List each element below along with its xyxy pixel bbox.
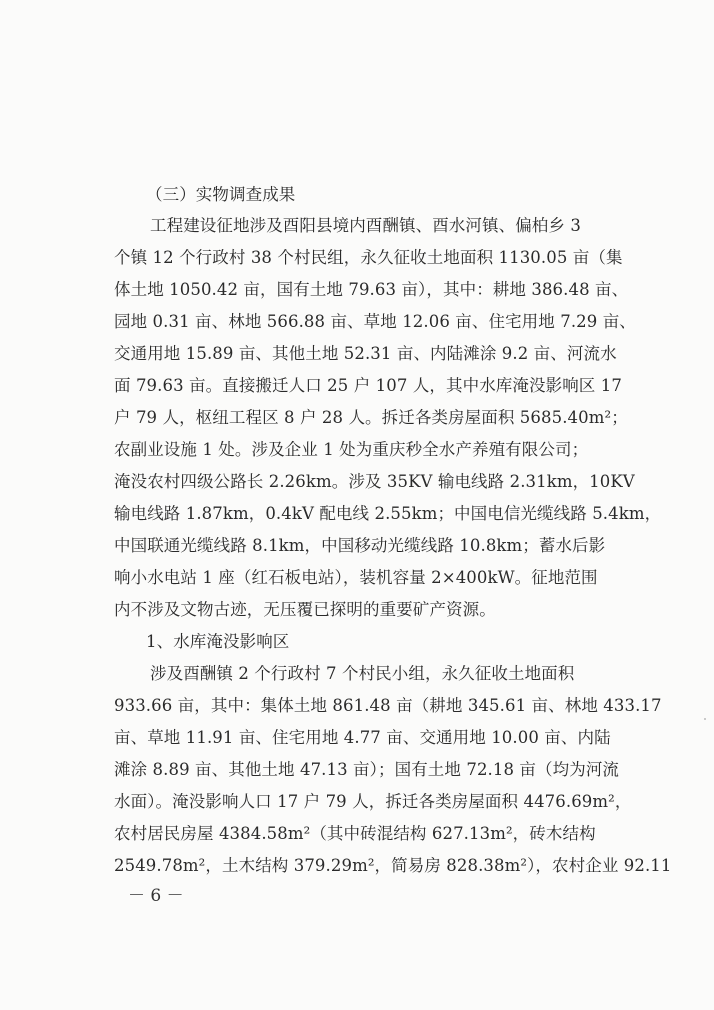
paragraph-1-line-12: 响小水电站 1 座（红石板电站），装机容量 2×400kW。征地范围 (114, 568, 598, 587)
paragraph-1-line-6: 面 79.63 亩。直接搬迁人口 25 户 107 人，其中水库淹没影响区 17 (114, 376, 622, 395)
paragraph-2-line-1: 涉及酉酬镇 2 个行政村 7 个村民小组，永久征收土地面积 (150, 664, 575, 683)
paragraph-2-line-5: 水面）。淹没影响人口 17 户 79 人，拆迁各类房屋面积 4476.69m²， (114, 792, 632, 811)
paragraph-1-line-1: 工程建设征地涉及酉阳县境内酉酬镇、酉水河镇、偏柏乡 3 (150, 216, 581, 235)
paragraph-1-line-4: 园地 0.31 亩、林地 566.88 亩、草地 12.06 亩、住宅用地 7.29 亩、 (114, 312, 636, 331)
paragraph-2-line-4: 滩涂 8.89 亩、其他土地 47.13 亩）；国有土地 72.18 亩（均为河流 (114, 760, 620, 779)
paragraph-1-line-2: 个镇 12 个行政村 38 个村民组，永久征收土地面积 1130.05 亩（集 (114, 248, 623, 267)
paragraph-2-line-7: 2549.78m²，土木结构 379.29m²，简易房 828.38m²），农村企业 92.11 (114, 856, 672, 875)
section-heading: （三）实物调查成果 (146, 185, 296, 204)
paragraph-1-line-8: 农副业设施 1 处。涉及企业 1 处为重庆秒全水产养殖有限公司； (114, 440, 589, 459)
page-number: － 6 － (128, 886, 184, 906)
subheading-reservoir-area: 1、水库淹没影响区 (146, 632, 290, 651)
paragraph-2-line-6: 农村居民房屋 4384.58m²（其中砖混结构 627.13m²，砖木结构 (114, 824, 596, 843)
scan-speck (704, 718, 706, 720)
paragraph-1-line-11: 中国联通光缆线路 8.1km，中国移动光缆线路 10.8km；蓄水后影 (114, 536, 606, 555)
paragraph-1-line-9: 淹没农村四级公路长 2.26km。涉及 35KV 输电线路 2.31km，10KV (114, 472, 635, 491)
paragraph-1-line-13: 内不涉及文物古迹，无压覆已探明的重要矿产资源。 (114, 600, 496, 619)
paragraph-1-line-10: 输电线路 1.87km，0.4kV 配电线 2.55km；中国电信光缆线路 5.4km， (114, 504, 662, 523)
paragraph-2-line-3: 亩、草地 11.91 亩、住宅用地 4.77 亩、交通用地 10.00 亩、内陆 (114, 728, 611, 747)
paragraph-1-line-7: 户 79 人，枢纽工程区 8 户 28 人。拆迁各类房屋面积 5685.40m²； (114, 408, 628, 427)
paragraph-1-line-3: 体土地 1050.42 亩，国有土地 79.63 亩），其中：耕地 386.48 亩、 (114, 280, 629, 299)
paragraph-1-line-5: 交通用地 15.89 亩、其他土地 52.31 亩、内陆滩涂 9.2 亩、河流水 (114, 344, 617, 363)
paragraph-2-line-2: 933.66 亩，其中：集体土地 861.48 亩（耕地 345.61 亩、林地 433.17 (114, 696, 662, 715)
